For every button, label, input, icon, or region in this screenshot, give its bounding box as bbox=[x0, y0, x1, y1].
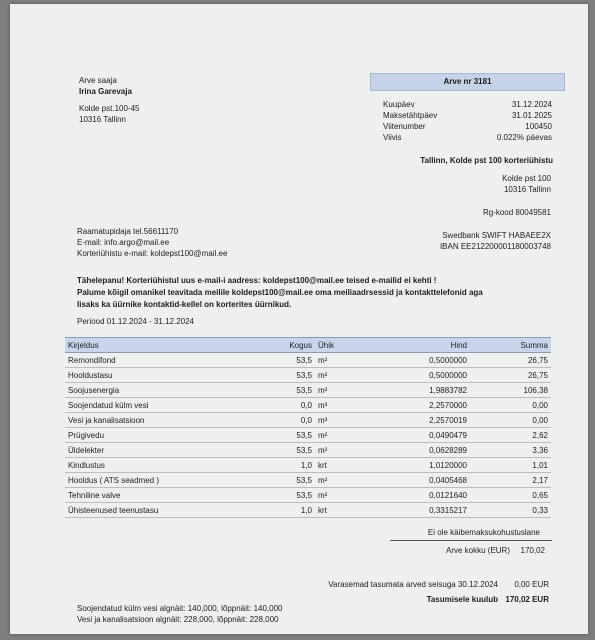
cell-unit: m³ bbox=[315, 398, 360, 413]
meter-reading-cold-water: Soojendatud külm vesi algnäit: 140,000, lõppnäit: 140,000 bbox=[77, 604, 283, 613]
recipient-name: Irina Garevaja bbox=[79, 87, 132, 96]
col-quantity: Kogus bbox=[240, 338, 315, 353]
issuer-bank: Swedbank SWIFT HABAEE2X bbox=[442, 231, 551, 240]
col-unit: Ühik bbox=[315, 338, 360, 353]
cell-sum: 0,00 bbox=[470, 413, 551, 428]
recipient-address2: 10316 Tallinn bbox=[79, 115, 127, 124]
table-body bbox=[65, 353, 551, 518]
cell-price: 0,0121640 bbox=[360, 488, 470, 503]
table-row bbox=[65, 413, 551, 428]
col-price: Hind bbox=[360, 338, 470, 353]
cell-sum: 3,36 bbox=[470, 443, 551, 458]
cell-description: Hooldus ( ATS seadmed ) bbox=[65, 473, 240, 488]
previous-unpaid-value: 0,00 EUR bbox=[514, 580, 549, 589]
cell-unit: krt bbox=[315, 458, 360, 473]
cell-quantity: 53,5 bbox=[240, 443, 315, 458]
invoice-title: Arve nr 3181 bbox=[370, 73, 565, 91]
billing-period: Periood 01.12.2024 - 31.12.2024 bbox=[77, 317, 194, 326]
meter-reading-water-sewage: Vesi ja kanalisatsioon algnäit: 228,000, lõppnäit: 228,000 bbox=[77, 615, 279, 624]
notice-line-1: Tähelepanu! Korteriühistul uus e-mail-i aadress: koldepst100@mail.ee teised e-mailid ei kehti ! bbox=[77, 276, 437, 285]
cell-description: Soojusenergia bbox=[65, 383, 240, 398]
issuer-reg-code: Rg-kood 80049581 bbox=[482, 208, 551, 217]
cell-unit: m² bbox=[315, 368, 360, 383]
cell-description: Vesi ja kanalisatsioon bbox=[65, 413, 240, 428]
cell-price: 0,5000000 bbox=[360, 353, 470, 368]
cell-quantity: 0,0 bbox=[240, 398, 315, 413]
cell-description: Tehniline valve bbox=[65, 488, 240, 503]
table-row bbox=[65, 473, 551, 488]
cell-price: 0,0628289 bbox=[360, 443, 470, 458]
vat-note: Ei ole käibemaksukohustuslane bbox=[427, 528, 540, 537]
cell-quantity: 53,5 bbox=[240, 488, 315, 503]
accountant-phone: Raamatupidaja tel.56611170 bbox=[77, 227, 179, 236]
cell-price: 0,3315217 bbox=[360, 503, 470, 518]
cell-quantity: 53,5 bbox=[240, 368, 315, 383]
cell-sum: 2,17 bbox=[470, 473, 551, 488]
table-row bbox=[65, 488, 551, 503]
table-header-row bbox=[65, 338, 551, 353]
col-description: Kirjeldus bbox=[65, 338, 240, 353]
cell-unit: m² bbox=[315, 383, 360, 398]
cell-description: Hooldustasu bbox=[65, 368, 240, 383]
cell-price: 2,2570000 bbox=[360, 398, 470, 413]
reference-label: Viitenumber bbox=[383, 122, 426, 131]
previous-unpaid-label: Varasemad tasumata arved seisuga 30.12.2024 bbox=[328, 580, 498, 589]
total-label: Arve kokku (EUR) bbox=[445, 546, 510, 555]
cell-description: Kindlustus bbox=[65, 458, 240, 473]
cell-description: Ühisteenused teenustasu bbox=[65, 503, 240, 518]
cell-unit: m² bbox=[315, 443, 360, 458]
cell-price: 2,2570019 bbox=[360, 413, 470, 428]
cell-quantity: 1,0 bbox=[240, 503, 315, 518]
cell-sum: 26,75 bbox=[470, 368, 551, 383]
cell-unit: m² bbox=[315, 353, 360, 368]
cell-price: 0,0405468 bbox=[360, 473, 470, 488]
cell-price: 1,0120000 bbox=[360, 458, 470, 473]
cell-quantity: 53,5 bbox=[240, 353, 315, 368]
issuer-address1: Kolde pst 100 bbox=[502, 174, 551, 183]
penalty-value: 0.022% päevas bbox=[496, 133, 552, 142]
recipient-heading: Arve saaja bbox=[79, 76, 117, 85]
table-row bbox=[65, 428, 551, 443]
cell-sum: 1,01 bbox=[470, 458, 551, 473]
due-date-value: 31.01.2025 bbox=[511, 111, 552, 120]
divider bbox=[390, 540, 552, 541]
col-sum: Summa bbox=[470, 338, 551, 353]
table-row bbox=[65, 383, 551, 398]
cell-description: Üldelekter bbox=[65, 443, 240, 458]
cell-sum: 0,33 bbox=[470, 503, 551, 518]
amount-due-value: 170,02 EUR bbox=[505, 595, 549, 604]
amount-due-label: Tasumisele kuulub bbox=[426, 595, 498, 604]
table-row bbox=[65, 398, 551, 413]
total-value: 170,02 bbox=[520, 546, 545, 555]
association-email: Korteriühistu e-mail: koldepst100@mail.ee bbox=[77, 249, 228, 258]
contact-email: E-mail: info.argo@mail.ee bbox=[77, 238, 170, 247]
notice-line-2: Palume kõigil omanikel teavitada meilile koldepst100@mail.ee oma meiliaadrsessid ja kontakttelefonid aga bbox=[77, 288, 483, 297]
table-row bbox=[65, 368, 551, 383]
cell-unit: m² bbox=[315, 488, 360, 503]
due-date-label: Maksetähtpäev bbox=[383, 111, 438, 120]
cell-price: 0,5000000 bbox=[360, 368, 470, 383]
invoice-date-label: Kuupäev bbox=[383, 100, 415, 109]
cell-description: Prügivedu bbox=[65, 428, 240, 443]
issuer-address2: 10316 Tallinn bbox=[503, 185, 551, 194]
cell-sum: 0,65 bbox=[470, 488, 551, 503]
cell-quantity: 1,0 bbox=[240, 458, 315, 473]
reference-value: 100450 bbox=[525, 122, 552, 131]
table-row bbox=[65, 458, 551, 473]
issuer-iban: IBAN EE212200001180003748 bbox=[439, 242, 551, 251]
recipient-address1: Kolde pst.100-45 bbox=[79, 104, 140, 113]
invoice-items-table bbox=[65, 337, 551, 518]
cell-price: 1,9883782 bbox=[360, 383, 470, 398]
cell-price: 0,0490479 bbox=[360, 428, 470, 443]
cell-sum: 106,38 bbox=[470, 383, 551, 398]
table-row bbox=[65, 503, 551, 518]
cell-description: Remondifond bbox=[65, 353, 240, 368]
table-row bbox=[65, 443, 551, 458]
cell-unit: m² bbox=[315, 428, 360, 443]
cell-sum: 26,75 bbox=[470, 353, 551, 368]
table-row bbox=[65, 353, 551, 368]
cell-quantity: 0,0 bbox=[240, 413, 315, 428]
invoice-date-value: 31.12.2024 bbox=[511, 100, 552, 109]
cell-quantity: 53,5 bbox=[240, 473, 315, 488]
cell-sum: 0,00 bbox=[470, 398, 551, 413]
cell-unit: m³ bbox=[315, 413, 360, 428]
cell-description: Soojendatud külm vesi bbox=[65, 398, 240, 413]
cell-unit: krt bbox=[315, 503, 360, 518]
cell-sum: 2,62 bbox=[470, 428, 551, 443]
notice-line-3: lisaks ka üürnike kontaktid-kellel on korterites üürnikud. bbox=[77, 300, 292, 309]
cell-quantity: 53,5 bbox=[240, 428, 315, 443]
cell-unit: m² bbox=[315, 473, 360, 488]
cell-quantity: 53,5 bbox=[240, 383, 315, 398]
issuer-name: Tallinn, Kolde pst 100 korteriühistu bbox=[420, 156, 553, 165]
penalty-label: Viivis bbox=[383, 133, 402, 142]
